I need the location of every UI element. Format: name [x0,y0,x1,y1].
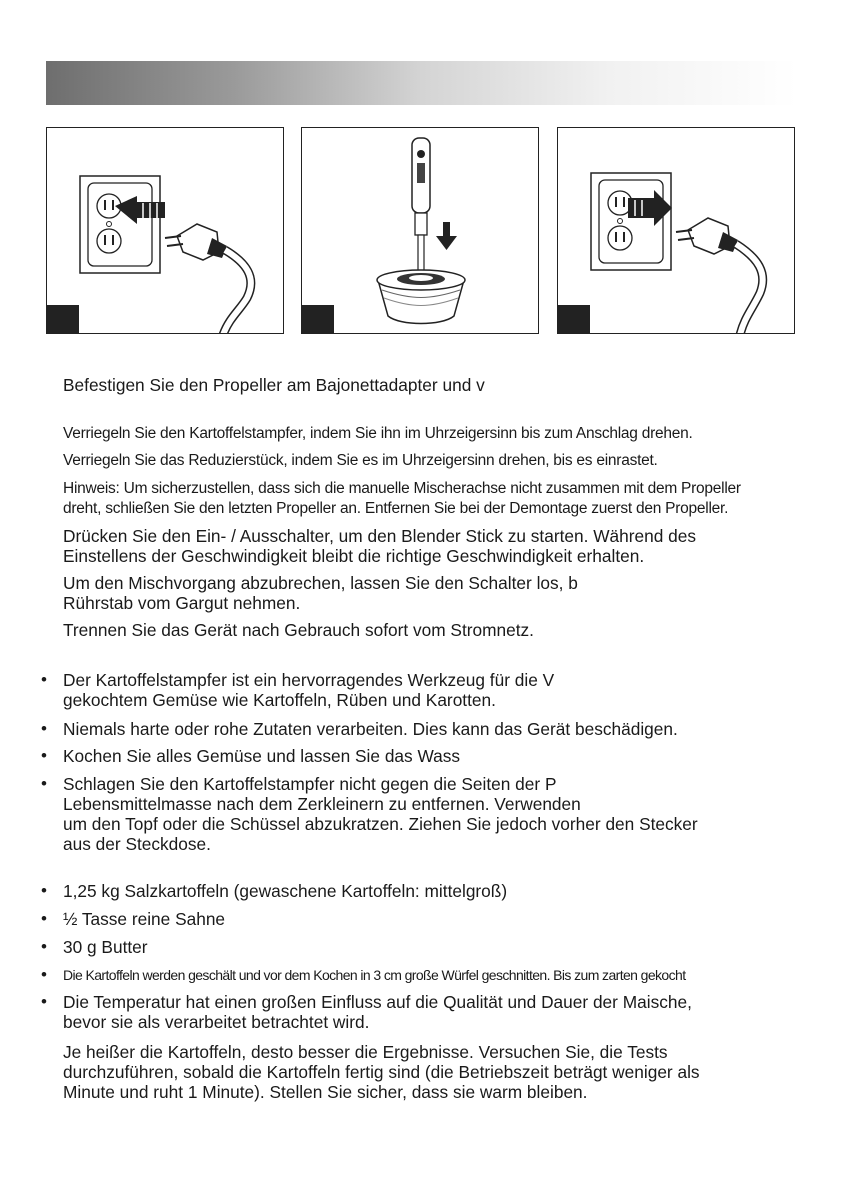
step-lock-reducer: Verriegeln Sie das Reduzierstück, indem Sie es im Uhrzeigersinn drehen, bis es einrastet. [63,452,658,469]
step-stop: Um den Mischvorgang abzubrechen, lassen Sie den Schalter los, b Rührstab vom Gargut nehmen. [63,573,578,613]
figure-plug-in [46,127,284,334]
bullet-glyph: • [41,992,47,1011]
ingredient-item: Die Temperatur hat einen großen Einfluss auf die Qualität und Dauer der Maische, bevor sie als verarbeitet betrachtet wird. [63,992,692,1032]
bullet-glyph: • [41,937,47,956]
bullet-glyph: • [41,719,47,738]
step-marker [47,305,79,333]
ingredient-item: 1,25 kg Salzkartoffeln (gewaschene Kartoffeln: mittelgroß) [63,881,508,901]
step-start: Drücken Sie den Ein- / Ausschalter, um den Blender Stick zu starten. Während des Einstellens der Geschwindigkeit bleibt die richtige Geschwindigkeit erhalten. [63,526,697,566]
note-paragraph: Hinweis: Um sicherzustellen, dass sich die manuelle Mischerachse nicht zusammen mit dem Propeller dreht, schließen Sie den letzten Propeller an. Entfernen Sie bei der Demontage zuerst den Propeller. [63,480,741,517]
step-marker [558,305,590,333]
bullet-glyph: • [41,909,47,928]
bullet-glyph: • [41,746,47,765]
tip-item: Schlagen Sie den Kartoffelstampfer nicht gegen die Seiten der P Lebensmittelmasse nach dem Zerkleinern zu entfernen. Verwenden um den Topf oder die Schüssel abzukratzen. Ziehen Sie jedoch vorher den Stecker aus der Steckdose. [63,774,698,854]
figure-unplug [557,127,795,334]
figure-blender-bowl [301,127,539,334]
bullet-glyph: • [41,774,47,793]
tip-item: Niemals harte oder rohe Zutaten verarbeiten. Dies kann das Gerät beschädigen. [63,719,678,739]
step-unplug: Trennen Sie das Gerät nach Gebrauch sofort vom Stromnetz. [63,620,534,640]
ingredient-item: 30 g Butter [63,937,148,957]
step-attach-propeller: Befestigen Sie den Propeller am Bajonettadapter und v [63,375,485,395]
ingredient-item: Die Kartoffeln werden geschält und vor dem Kochen in 3 cm große Würfel geschnitten. Bis zum zarten gekocht [63,967,686,983]
step-marker [302,305,334,333]
bullet-glyph: • [41,965,47,984]
plug-in-illustration [47,128,284,334]
tip-item: Der Kartoffelstampfer ist ein hervorragendes Werkzeug für die V gekochtem Gemüse wie Kartoffeln, Rüben und Karotten. [63,670,555,710]
section-header-bar [46,61,797,105]
unplug-illustration [558,128,795,334]
ingredient-item: ½ Tasse reine Sahne [63,909,226,929]
step-lock-masher: Verriegeln Sie den Kartoffelstampfer, indem Sie ihn im Uhrzeigersinn bis zum Anschlag drehen. [63,425,693,442]
bullet-glyph: • [41,670,47,689]
blender-bowl-illustration [302,128,539,334]
closing-paragraph: Je heißer die Kartoffeln, desto besser die Ergebnisse. Versuchen Sie, die Tests durchzuführen, sobald die Kartoffeln fertig sind (die Betriebszeit beträgt weniger als Minute und ruht 1 Minute). Stellen Sie sicher, dass sie warm bleiben. [63,1042,700,1102]
bullet-glyph: • [41,881,47,900]
tip-item: Kochen Sie alles Gemüse und lassen Sie das Wass [63,746,461,766]
